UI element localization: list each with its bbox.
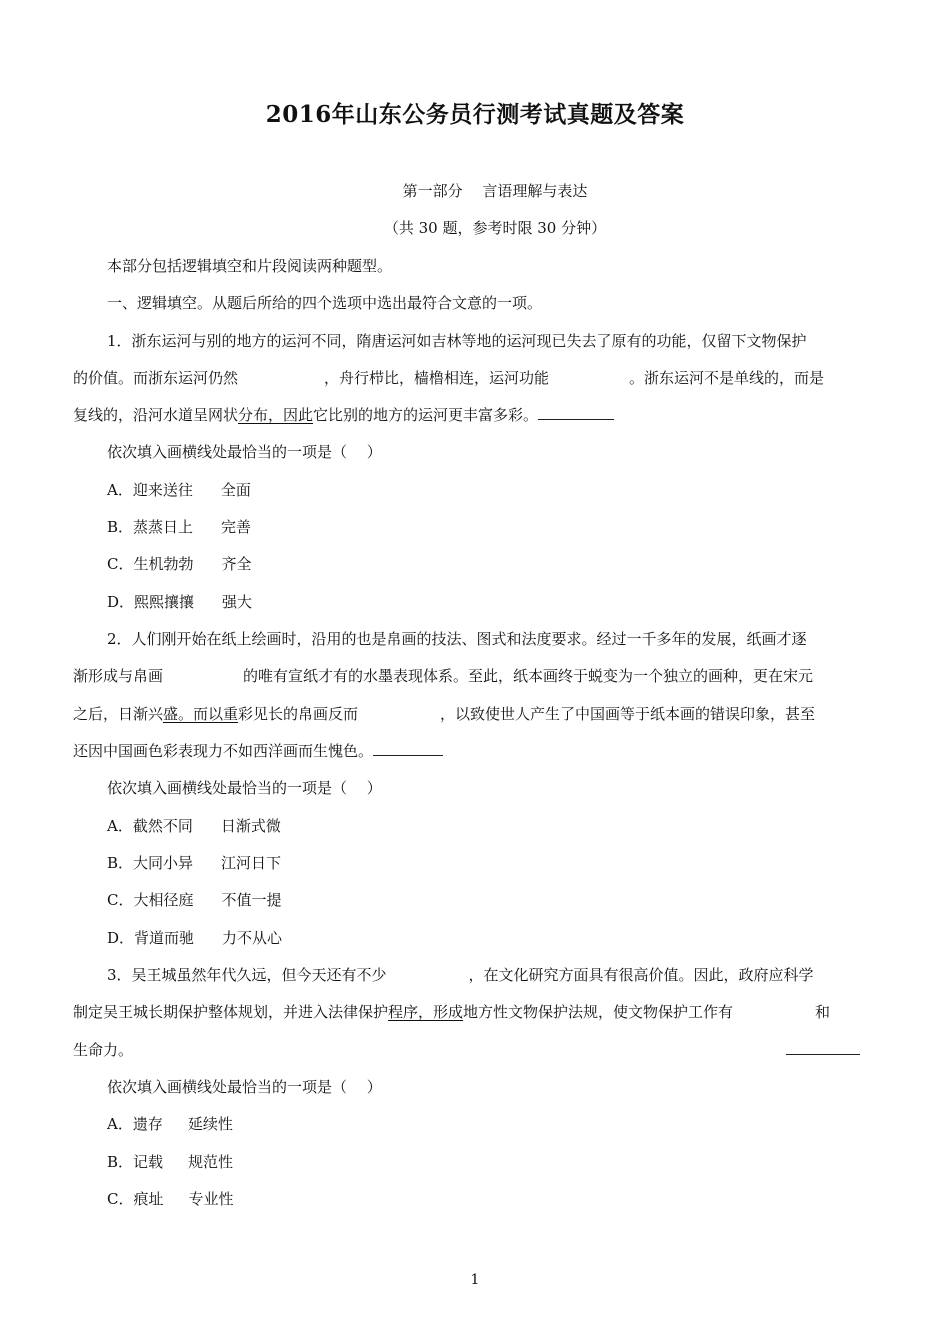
q1-line1: 1．浙东运河与别的地方的运河不同，隋唐运河如吉林等地的运河现已失去了原有的功能，仅留下文物保护 — [107, 332, 807, 350]
section-note: （共 30 题，参考时限 30 分钟） — [383, 219, 607, 237]
section-title: 第一部分 言语理解与表达 — [402, 182, 588, 200]
q3-option-b: B．记载 规范性 — [107, 1153, 234, 1171]
q3-line1: 3．吴王城虽然年代久远，但今天还有不少 ，在文化研究方面具有很高价值。因此，政府应科学 — [107, 966, 814, 984]
q3-prompt: 依次填入画横线处最恰当的一项是（ ） — [107, 1078, 382, 1096]
q1-option-a: A．迎来送往 全面 — [107, 481, 251, 499]
q2-line4: 还因中国画色彩表现力不如西洋画而生愧色。 — [73, 740, 443, 761]
document-title: 2016年山东公务员行测考试真题及答案 — [265, 101, 685, 128]
q2-line3: 之后，日渐兴盛。而以重彩见长的帛画反而 ，以致使世人产生了中国画等于纸本画的错误印象，甚至 — [73, 705, 816, 723]
q2-line2: 渐形成与帛画 的唯有宣纸才有的水墨表现体系。至此，纸本画终于蜕变为一个独立的画种，更在宋元 — [73, 667, 814, 685]
q3-line2: 制定吴王城长期保护整体规划，并进入法律保护程序，形成地方性文物保护法规，使文物保护工作有 和 — [73, 1003, 831, 1021]
q3-option-c: C．痕址 专业性 — [107, 1190, 234, 1208]
q2-option-c: C．大相径庭 不值一提 — [107, 891, 282, 909]
q1-option-d: D．熙熙攘攘 强大 — [107, 593, 253, 611]
q2-line1: 2．人们刚开始在纸上绘画时，沿用的也是帛画的技法、图式和法度要求。经过一千多年的发展，纸画才逐 — [107, 630, 807, 648]
page-number: 1 — [470, 1272, 480, 1288]
q2-option-b: B．大同小异 江河日下 — [107, 854, 282, 872]
q1-line3: 复线的，沿河水道呈网状分布，因此它比别的地方的运河更丰富多彩。 — [73, 404, 614, 425]
q2-option-a: A．截然不同 日渐式微 — [107, 817, 281, 835]
answer-blank — [538, 405, 614, 420]
q3-line3: 生命力。 — [73, 1041, 134, 1059]
q1-line2: 的价值。而浙东运河仍然 ，舟行栉比，樯橹相连，运河功能 。浙东运河不是单线的，而是 — [73, 369, 825, 387]
q1-option-b: B．蒸蒸日上 完善 — [107, 518, 252, 536]
answer-blank — [786, 1040, 860, 1055]
q3-option-a: A．遗存 延续性 — [107, 1115, 233, 1133]
q2-prompt: 依次填入画横线处最恰当的一项是（ ） — [107, 779, 382, 797]
q1-option-c: C．生机勃勃 齐全 — [107, 555, 252, 573]
q1-prompt: 依次填入画横线处最恰当的一项是（ ） — [107, 443, 382, 461]
part1-heading: 一、逻辑填空。从题后所给的四个选项中选出最符合文意的一项。 — [107, 294, 543, 312]
intro-text: 本部分包括逻辑填空和片段阅读两种题型。 — [107, 257, 393, 275]
q2-option-d: D．背道而驰 力不从心 — [107, 929, 283, 947]
answer-blank — [373, 741, 443, 756]
